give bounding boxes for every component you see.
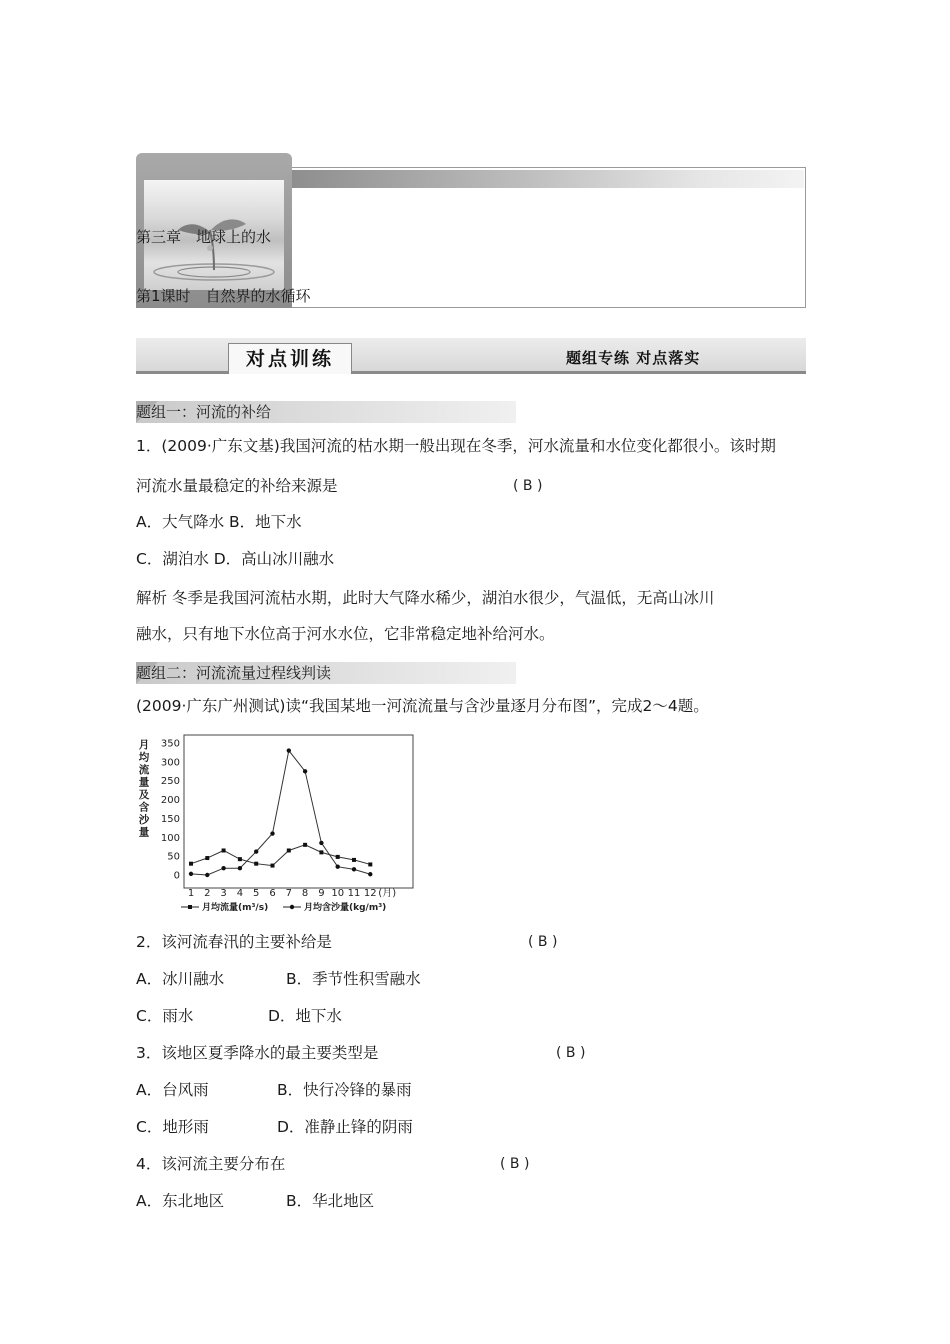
intro-text: (2009·广东广州测试)读“我国某地一河流流量与含沙量逐月分布图”，完成2～4题。 [136,697,709,715]
chart-frame [184,735,413,888]
data-point-flow [303,843,307,847]
q1-options-cd: C．湖泊水 D．高山冰川融水 [136,550,335,568]
x-tick-label: 11 [347,888,361,899]
y-tick-label: 50 [167,851,180,863]
q4-option-a: A．东北地区 [136,1192,225,1210]
q1-analysis-line2: 融水，只有地下水位高于河水水位，它非常稳定地补给河水。 [136,625,555,643]
lesson-title: 第1课时 自然界的水循环 [136,287,311,305]
data-point-sediment [368,872,372,876]
group-header-1 [136,401,516,423]
q3-option-a: A．台风雨 [136,1081,209,1099]
data-point-sediment [238,866,242,870]
y-axis-label: 量 [138,826,150,839]
data-point-sediment [254,849,258,853]
x-tick-label: 9 [318,888,325,899]
q3-option-b: B．快行冷锋的暴雨 [277,1081,412,1099]
y-tick-label: 250 [160,776,180,788]
q1-analysis-line1: 解析 冬季是我国河流枯水期，此时大气降水稀少，湖泊水很少，气温低，无高山冰川 [136,589,715,607]
data-point-sediment [352,867,356,871]
data-point-sediment [303,769,307,773]
data-point-flow [189,862,193,866]
y-axis-label: 含 [138,801,150,814]
x-tick-label: 1 [187,888,195,899]
header-gradient-bar [292,170,804,188]
data-point-flow [254,862,258,866]
data-point-sediment [287,748,291,752]
group-title: 题组二：河流流量过程线判读 [136,664,332,682]
q3-option-c: C．地形雨 [136,1118,209,1136]
y-tick-label: 100 [160,832,180,844]
q2-stem: 2．该河流春汛的主要补给是 [136,933,332,951]
q2-option-d: D．地下水 [268,1007,342,1025]
x-axis-label: (月) [378,888,397,899]
q4-stem: 4．该河流主要分布在 [136,1155,286,1173]
x-tick-label: 6 [269,888,276,899]
q1-answer: ( B ) [513,478,543,494]
y-tick-label: 300 [160,757,180,769]
data-point-sediment [336,865,340,869]
legend-marker-sediment [290,905,294,909]
data-point-flow [287,848,291,852]
data-point-flow [352,858,356,862]
data-point-flow [222,848,226,852]
data-point-flow [271,864,275,868]
data-point-flow [319,850,323,854]
data-point-flow [238,857,242,861]
data-point-sediment [205,873,209,877]
y-axis-label: 沙 [138,814,150,826]
legend-label-sediment: 月均含沙量(kg/m³) [304,903,387,913]
q4-answer: ( B ) [500,1156,530,1172]
y-tick-label: 350 [160,738,180,750]
legend-marker-flow [188,905,192,909]
data-point-flow [368,862,372,866]
y-axis-label: 流 [138,764,150,776]
data-point-sediment [221,866,225,870]
q3-stem: 3．该地区夏季降水的最主要类型是 [136,1044,379,1062]
series-line-1 [191,845,370,866]
y-tick-label: 0 [173,870,180,882]
y-axis-label: 及 [138,789,150,801]
data-point-sediment [319,841,323,845]
group-header-2 [136,662,516,684]
y-axis-label: 月 [138,739,150,751]
q1-options-ab: A．大气降水 B．地下水 [136,513,302,531]
q3-answer: ( B ) [556,1045,586,1061]
x-tick-label: 10 [331,888,345,899]
x-tick-label: 8 [301,888,309,899]
data-point-flow [336,855,340,859]
q1-stem-line1: 1．(2009·广东文基)我国河流的枯水期一般出现在冬季，河水流量和水位变化都很小。该时期 [136,437,776,455]
q2-answer: ( B ) [528,934,558,950]
y-tick-label: 150 [160,813,180,825]
legend-label-flow: 月均流量(m³/s) [202,903,269,913]
y-tick-label: 200 [160,795,180,807]
q2-option-c: C．雨水 [136,1007,194,1025]
q3-option-d: D．准静止锋的阴雨 [277,1118,413,1136]
q2-option-a: A．冰川融水 [136,970,225,988]
chapter-title: 第三章 地球上的水 [136,228,272,246]
data-point-sediment [270,831,274,835]
y-axis-label: 量 [138,776,150,789]
banner-right-label: 题组专练 对点落实 [566,349,701,367]
flow-sediment-chart [136,734,416,918]
data-point-flow [205,856,209,860]
x-tick-label: 4 [236,888,244,899]
series-line-2 [191,751,370,875]
x-tick-label: 12 [363,888,377,899]
x-tick-label: 2 [204,888,211,899]
x-tick-label: 7 [285,888,292,899]
data-point-sediment [189,872,193,876]
x-tick-label: 3 [220,888,227,899]
banner-tab-label: 对点训练 [228,343,352,374]
x-tick-label: 5 [253,888,260,899]
q2-option-b: B．季节性积雪融水 [286,970,421,988]
group-title: 题组一：河流的补给 [136,403,272,421]
q4-option-b: B．华北地区 [286,1192,375,1210]
y-axis-label: 均 [138,751,150,764]
q1-stem-line2: 河流水量最稳定的补给来源是 [136,477,338,495]
